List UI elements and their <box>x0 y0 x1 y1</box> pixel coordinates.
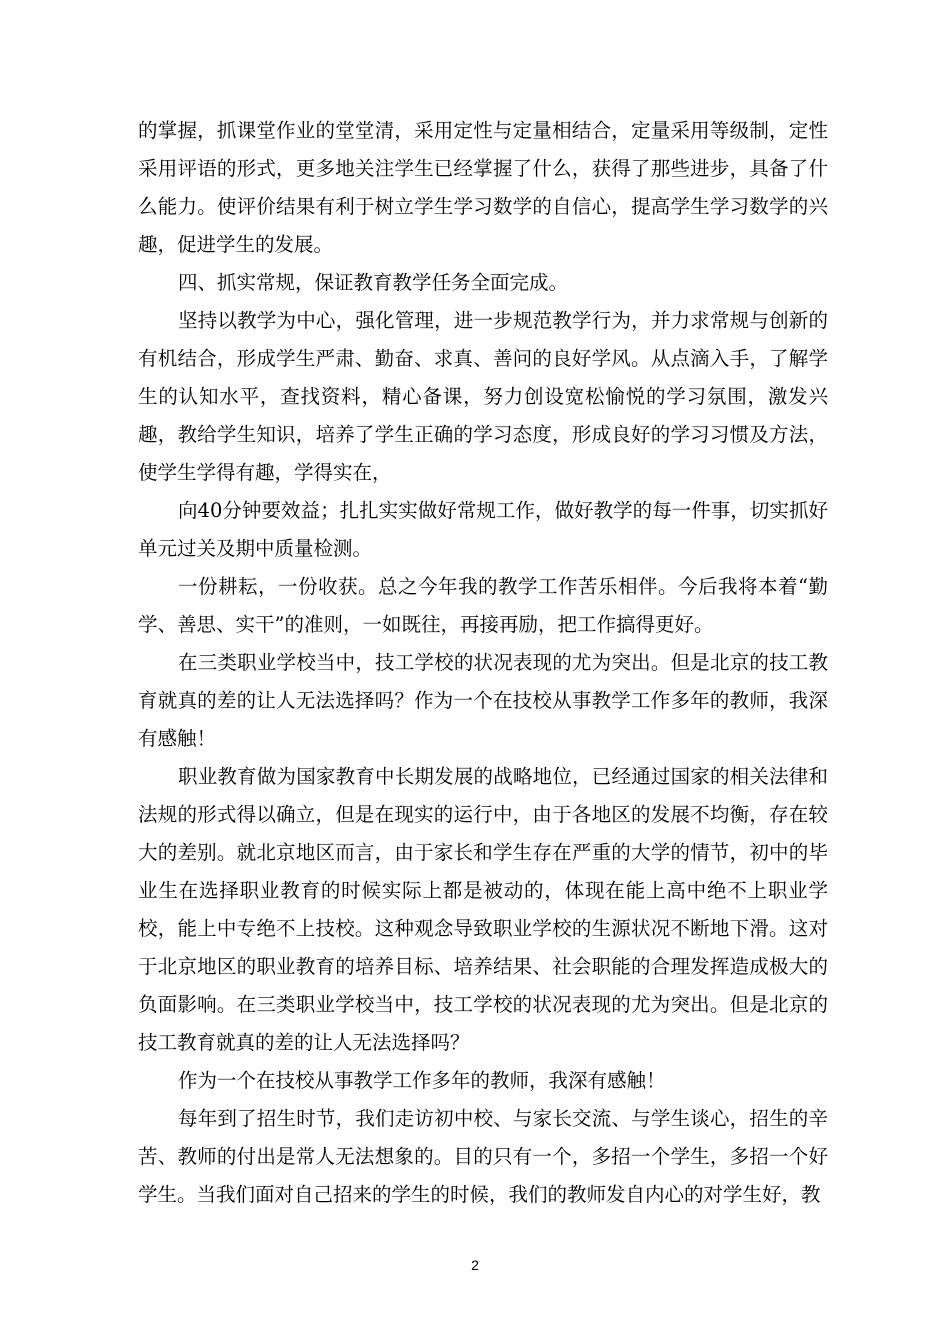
paragraph: 职业教育做为国家教育中长期发展的战略地位，已经通过国家的相关法律和法规的形式得以确立，但是在现实的运行中，由于各地区的发展不均衡，存在较大的差别。就北京地区而言，由于家长和学生存在严重的大学的情节，初中的毕业生在选择职业教育的时候实际上都是被动的，体现在能上高中绝不上职业学校，能上中专绝不上技校。这种观念导致职业学校的生源状况不断地下滑。这对于北京地区的职业教育的培养目标、培养结果、社会职能的合理发挥造成极大的负面影响。在三类职业学校当中，技工学校的状况表现的尤为突出。但是北京的技工教育就真的差的让人无法选择吗？ <box>138 765 828 1054</box>
paragraph: 一份耕耘，一份收获。总之今年我的教学工作苦乐相伴。今后我将本着“勤学、善思、实干”的准则，一如既往，再接再励，把工作搞得更好。 <box>138 575 828 636</box>
paragraph: 向40分钟要效益；扎扎实实做好常规工作，做好教学的每一件事，切实抓好单元过关及期中质量检测。 <box>138 499 828 560</box>
paragraph: 作为一个在技校从事教学工作多年的教师，我深有感触！ <box>178 1069 666 1092</box>
page-number: 2 <box>471 1257 479 1273</box>
paragraph: 每年到了招生时节，我们走访初中校、与家长交流、与学生谈心，招生的辛苦、教师的付出是常人无法想象的。目的只有一个，多招一个学生，多招一个好学生。当我们面对自己招来的学生的时候，我们的教师发自内心的对学生好，教 <box>138 1107 828 1206</box>
section-heading-four: 四、抓实常规，保证教育教学任务全面完成。 <box>178 271 569 294</box>
paragraph: 在三类职业学校当中，技工学校的状况表现的尤为突出。但是北京的技工教育就真的差的让人无法选择吗？作为一个在技校从事教学工作多年的教师，我深有感触！ <box>138 651 828 750</box>
paragraph-continuation: 的掌握，抓课堂作业的堂堂清，采用定性与定量相结合，定量采用等级制，定性采用评语的形式，更多地关注学生已经掌握了什么，获得了那些进步，具备了什么能力。使评价结果有利于树立学生学习数学的自信心，提高学生学习数学的兴趣，促进学生的发展。 <box>138 119 828 256</box>
document-body <box>138 112 828 1214</box>
paragraph: 坚持以教学为中心，强化管理，进一步规范教学行为，并力求常规与创新的有机结合，形成学生严肃、勤奋、求真、善问的良好学风。从点滴入手，了解学生的认知水平，查找资料，精心备课，努力创设宽松愉悦的学习氛围，激发兴趣，教给学生知识，培养了学生正确的学习态度，形成良好的学习习惯及方法，使学生学得有趣，学得实在， <box>138 309 828 484</box>
